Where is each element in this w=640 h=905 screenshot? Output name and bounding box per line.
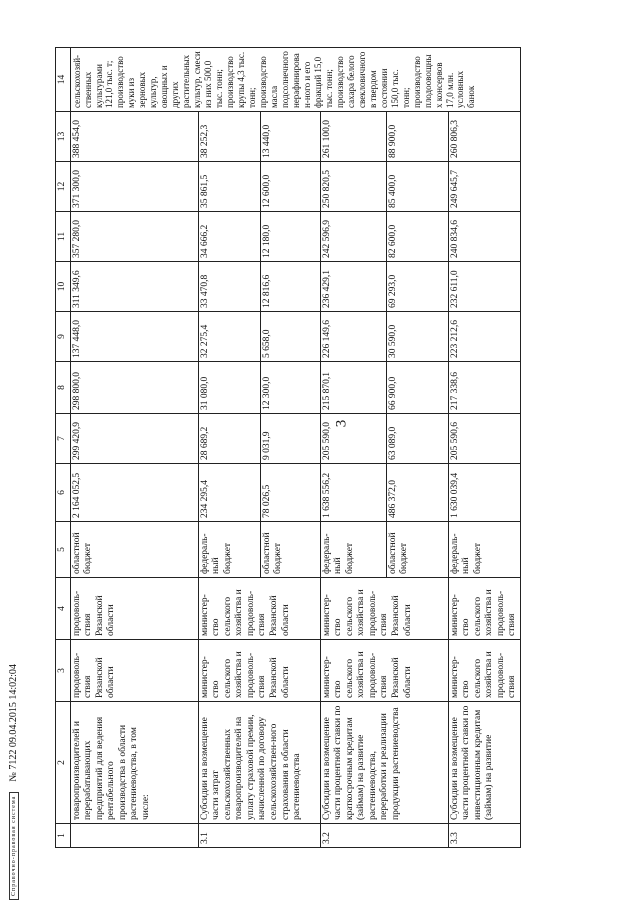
year-value: 388 454,0 (70, 112, 198, 162)
year-value: 12 300,0 (260, 362, 320, 414)
year-value: 32 275,4 (198, 312, 260, 362)
budget-table (55, 47, 521, 848)
column-header: 8 (56, 362, 71, 414)
year-value: 250 820,5 (320, 162, 386, 212)
year-value: 217 338,6 (448, 362, 520, 414)
year-value: 33 470,8 (198, 262, 260, 312)
column-header: 7 (56, 414, 71, 464)
table-container (55, 48, 610, 848)
year-value: 260 806,3 (448, 112, 520, 162)
row-number: 3.3 (448, 824, 520, 848)
year-value: 232 611,0 (448, 262, 520, 312)
column-header: 4 (56, 578, 71, 640)
funding-source: областной бюджет (386, 522, 448, 578)
column-number-row (56, 48, 71, 848)
year-value: 205 590,6 (448, 414, 520, 464)
row-number (70, 824, 198, 848)
document-reference: № 7122 09.04.2015 14:02:04 (8, 664, 19, 782)
year-value: 30 590,0 (386, 312, 448, 362)
funding-source: федераль-ный бюджет (320, 522, 386, 578)
total-amount: 1 638 556,2 (320, 464, 386, 522)
row-number: 3.2 (320, 824, 448, 848)
table-row (198, 48, 260, 848)
expected-results: сельскохозяй-ственных культурами 121,0 тыс. т; производство муки из зерновых культур, овощных и других растительных культур, смеси из них 500,0 тыс. тонн; производство крупы 4,3 тыс. тонн; производство масла подсолнечного нерафинирован-ного и его фракций 15,0 тыс. тонн; производство сахара белого свекловичного в твердом состоянии 150,0 тыс. тонн; производство плодоовощных консервов 17,0 млн. условных банок (70, 48, 520, 112)
year-value: 88 900,0 (386, 112, 448, 162)
executor: министер-ство сельского хозяйства и продоволь-ствия Рязанской области (320, 578, 448, 640)
year-value: 226 149,6 (320, 312, 386, 362)
table-row (70, 48, 198, 848)
column-header: 5 (56, 522, 71, 578)
year-value: 261 100,0 (320, 112, 386, 162)
year-value: 242 596,9 (320, 212, 386, 262)
funding-source: федераль-ный бюджет (448, 522, 520, 578)
executor: продоволь-ствия Рязанской области (70, 578, 198, 640)
measure-name: Субсидии на возмещение части затрат сельскохозяйственных товаропроизводителей на уплату страховой премии, начисленной по договору сельскохозяйствен-ного страхования в области растениеводства (198, 702, 320, 824)
year-value: 240 834,6 (448, 212, 520, 262)
coordinator: продоволь-ствия Рязанской области (70, 640, 198, 702)
page-number: 3 (333, 419, 350, 428)
year-value: 9 031,9 (260, 414, 320, 464)
measure-name: Субсидии на возмещение части процентной ставки по краткосрочным кредитам (займам) на развитие растениеводства, переработки и реализации продукции растениеводства (320, 702, 448, 824)
year-value: 28 689,2 (198, 414, 260, 464)
year-value: 12 180,0 (260, 212, 320, 262)
year-value: 249 645,7 (448, 162, 520, 212)
funding-source: областной бюджет (260, 522, 320, 578)
table-row (448, 48, 520, 848)
year-value: 66 900,0 (386, 362, 448, 414)
year-value: 299 420,9 (70, 414, 198, 464)
funding-source: областной бюджет (70, 522, 198, 578)
year-value: 205 590,0 (320, 414, 386, 464)
column-header: 10 (56, 262, 71, 312)
year-value: 12 816,6 (260, 262, 320, 312)
coordinator: министер-ство сельского хозяйства и продоволь-ствия (448, 640, 520, 702)
year-value: 236 429,1 (320, 262, 386, 312)
year-value: 13 440,0 (260, 112, 320, 162)
table-row (320, 48, 386, 848)
year-value: 357 280,0 (70, 212, 198, 262)
total-amount: 2 164 052,5 (70, 464, 198, 522)
column-header: 9 (56, 312, 71, 362)
column-header: 3 (56, 640, 71, 702)
column-header: 14 (56, 48, 71, 112)
measure-name: товаропроизводителей и перерабатывающих предприятий для ведения рентабельного производства в области растениеводства, в том числе: (70, 702, 198, 824)
document-footer (8, 664, 19, 900)
year-value: 223 212,6 (448, 312, 520, 362)
system-stamp (9, 792, 19, 900)
total-amount: 486 372,0 (386, 464, 448, 522)
year-value: 31 080,0 (198, 362, 260, 414)
year-value: 371 300,0 (70, 162, 198, 212)
column-header: 13 (56, 112, 71, 162)
year-value: 137 448,0 (70, 312, 198, 362)
column-header: 12 (56, 162, 71, 212)
executor: министер-ство сельского хозяйства и продоволь-ствия Рязанской области (198, 578, 320, 640)
executor: министер-ство сельского хозяйства и продоволь-ствия (448, 578, 520, 640)
year-value: 12 600,0 (260, 162, 320, 212)
year-value: 5 658,0 (260, 312, 320, 362)
year-value: 311 349,6 (70, 262, 198, 312)
column-header: 2 (56, 702, 71, 824)
total-amount: 234 295,4 (198, 464, 260, 522)
funding-source: федераль-ный бюджет (198, 522, 260, 578)
year-value: 34 666,2 (198, 212, 260, 262)
total-amount: 78 026,5 (260, 464, 320, 522)
year-value: 85 400,0 (386, 162, 448, 212)
year-value: 298 800,0 (70, 362, 198, 414)
coordinator: министер-ство сельского хозяйства и продоволь-ствия Рязанской области (198, 640, 320, 702)
year-value: 82 600,0 (386, 212, 448, 262)
total-amount: 1 630 039,4 (448, 464, 520, 522)
year-value: 215 870,1 (320, 362, 386, 414)
year-value: 63 089,0 (386, 414, 448, 464)
year-value: 35 861,5 (198, 162, 260, 212)
column-header: 6 (56, 464, 71, 522)
coordinator: министер-ство сельского хозяйства и продоволь-ствия Рязанской области (320, 640, 448, 702)
year-value: 38 252,3 (198, 112, 260, 162)
row-number: 3.1 (198, 824, 320, 848)
stamp-text: Справочно-правовая система (10, 795, 17, 896)
year-value: 69 293,0 (386, 262, 448, 312)
column-header: 1 (56, 824, 71, 848)
measure-name: Субсидии на возмещение части процентной ставки по инвестиционным кредитам (займам) на развитие (448, 702, 520, 824)
column-header: 11 (56, 212, 71, 262)
